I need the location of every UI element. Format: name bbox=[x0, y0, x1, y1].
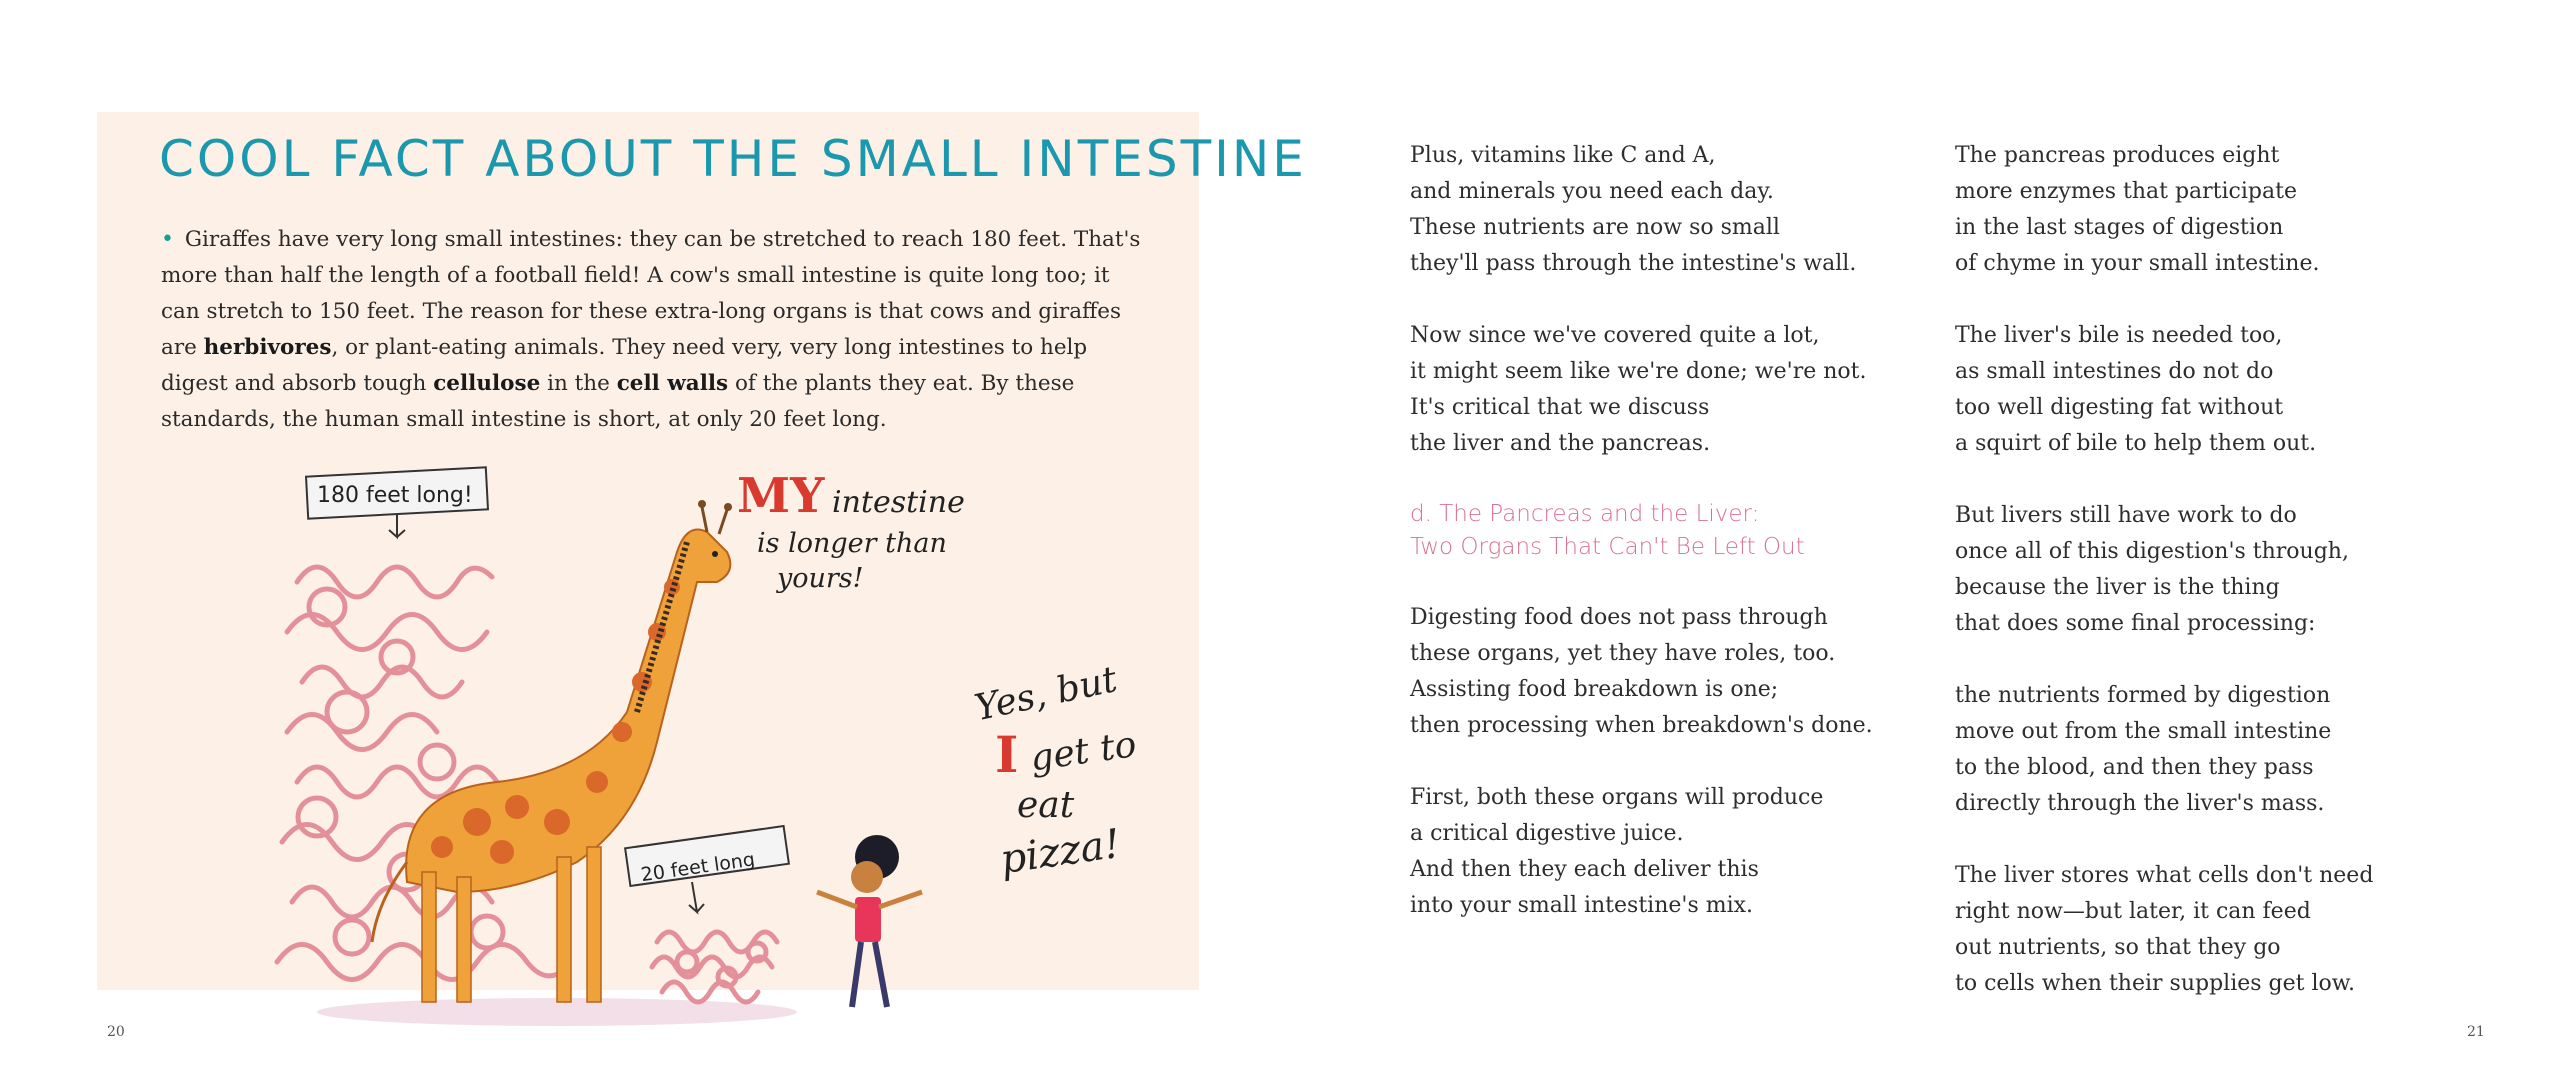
human-intestine-drawing bbox=[652, 932, 777, 1002]
fact-text-2: , or plant-eating animals. They need very, very long intestines to help digest and absorb tough bbox=[161, 335, 1088, 396]
fact-text-4: of the plants they eat. By these standards, the human small intestine is short, at only 20 feet long. bbox=[161, 371, 1075, 432]
verse-line: because the liver is the thing bbox=[1955, 575, 2280, 600]
verse-line: more enzymes that participate bbox=[1955, 179, 2297, 204]
verse-line: out nutrients, so that they go bbox=[1955, 935, 2281, 960]
verse-line: the nutrients formed by digestion bbox=[1955, 683, 2331, 708]
stanza bbox=[1955, 498, 2455, 642]
verse-line: and minerals you need each day. bbox=[1410, 179, 1774, 204]
giraffe-speech-line2: is longer than bbox=[757, 528, 947, 559]
verse-line: to the blood, and then they pass bbox=[1955, 755, 2314, 780]
stanza bbox=[1955, 858, 2455, 1002]
giraffe-speech-my: MY bbox=[737, 468, 825, 524]
giraffe-speech-intestine: intestine bbox=[832, 485, 965, 520]
verse-line: move out from the small intestine bbox=[1955, 719, 2332, 744]
verse-line: to cells when their supplies get low. bbox=[1955, 971, 2355, 996]
verse-line: once all of this digestion's through, bbox=[1955, 539, 2349, 564]
section-heading-line1: d. The Pancreas and the Liver: bbox=[1410, 501, 1760, 527]
verse-line: Assisting food breakdown is one; bbox=[1410, 677, 1779, 702]
stanza bbox=[1410, 780, 1910, 924]
giraffe-speech bbox=[737, 468, 965, 594]
stanza bbox=[1410, 318, 1910, 462]
girl-speech-line1: Yes, but bbox=[971, 659, 1121, 730]
verse-line: a squirt of bile to help them out. bbox=[1955, 431, 2317, 456]
girl-speech bbox=[971, 659, 1139, 883]
girl-drawing bbox=[817, 835, 922, 1007]
verse-line: directly through the liver's mass. bbox=[1955, 791, 2325, 816]
verse-line: the liver and the pancreas. bbox=[1410, 431, 1711, 456]
verse-line: The liver's bile is needed too, bbox=[1955, 323, 2283, 348]
poem-column-1 bbox=[1410, 138, 1910, 960]
verse-line: these organs, yet they have roles, too. bbox=[1410, 641, 1836, 666]
verse-line: The liver stores what cells don't need bbox=[1955, 863, 2374, 888]
verse-line: Plus, vitamins like C and A, bbox=[1410, 143, 1716, 168]
section-heading bbox=[1410, 498, 1910, 564]
verse-line: as small intestines do not do bbox=[1955, 359, 2274, 384]
term-cell-walls: cell walls bbox=[616, 371, 729, 396]
stanza bbox=[1410, 138, 1910, 282]
term-cellulose: cellulose bbox=[433, 371, 541, 396]
section-heading-line2: Two Organs That Can't Be Left Out bbox=[1410, 534, 1805, 560]
stanza bbox=[1955, 318, 2455, 462]
verse-line: in the last stages of digestion bbox=[1955, 215, 2284, 240]
girl-speech-i: I bbox=[995, 725, 1019, 784]
stanza bbox=[1410, 600, 1910, 744]
verse-line: Now since we've covered quite a lot, bbox=[1410, 323, 1820, 348]
page-number-left: 20 bbox=[107, 1024, 125, 1040]
fact-box-title: COOL FACT ABOUT THE SMALL INTESTINE bbox=[159, 130, 1307, 188]
verse-line: they'll pass through the intestine's wall. bbox=[1410, 251, 1857, 276]
giraffe-sign-text: 180 feet long! bbox=[317, 483, 473, 508]
giraffe-length-sign bbox=[306, 467, 488, 537]
verse-line: First, both these organs will produce bbox=[1410, 785, 1824, 810]
poem-column-2 bbox=[1955, 138, 2455, 1038]
verse-line: right now—but later, it can feed bbox=[1955, 899, 2311, 924]
fact-text-1: Giraffes have very long small intestines: they can be stretched to reach 180 feet. That's more than half the length of a football field! A cow's small intestine is quite long too; it can stretch to 150 feet. The reason for these extra-long organs is that cows and giraffes are bbox=[161, 227, 1141, 360]
bullet-icon: • bbox=[161, 227, 174, 252]
verse-line: Digesting food does not pass through bbox=[1410, 605, 1828, 630]
stanza bbox=[1955, 678, 2455, 822]
giraffe-speech-line3: yours! bbox=[777, 563, 864, 594]
term-herbivores: herbivores bbox=[203, 335, 332, 360]
page-number-right: 21 bbox=[2467, 1024, 2485, 1040]
verse-line: too well digesting fat without bbox=[1955, 395, 2284, 420]
right-page bbox=[1280, 0, 2560, 1088]
giraffe-and-girl-illustration bbox=[257, 462, 1157, 1052]
girl-speech-line3: eat bbox=[1017, 785, 1075, 826]
stanza bbox=[1955, 138, 2455, 282]
cool-fact-box bbox=[97, 112, 1307, 990]
fact-box-body bbox=[161, 222, 1151, 438]
verse-line: of chyme in your small intestine. bbox=[1955, 251, 2320, 276]
verse-line: The pancreas produces eight bbox=[1955, 143, 2280, 168]
verse-line: then processing when breakdown's done. bbox=[1410, 713, 1873, 738]
verse-line: that does some final processing: bbox=[1955, 611, 2316, 636]
verse-line: a critical digestive juice. bbox=[1410, 821, 1684, 846]
fact-text-3: in the bbox=[540, 371, 617, 396]
girl-speech-line2: get to bbox=[1027, 723, 1139, 780]
verse-line: into your small intestine's mix. bbox=[1410, 893, 1754, 918]
girl-speech-line4: pizza! bbox=[997, 820, 1124, 884]
fact-paragraph bbox=[161, 222, 1151, 438]
verse-line: it might seem like we're done; we're not. bbox=[1410, 359, 1867, 384]
verse-line: And then they each deliver this bbox=[1410, 857, 1759, 882]
verse-line: But livers still have work to do bbox=[1955, 503, 2297, 528]
verse-line: These nutrients are now so small bbox=[1410, 215, 1780, 240]
verse-line: It's critical that we discuss bbox=[1410, 395, 1710, 420]
human-length-sign bbox=[625, 826, 789, 912]
human-sign-text: 20 feet long bbox=[639, 848, 757, 887]
